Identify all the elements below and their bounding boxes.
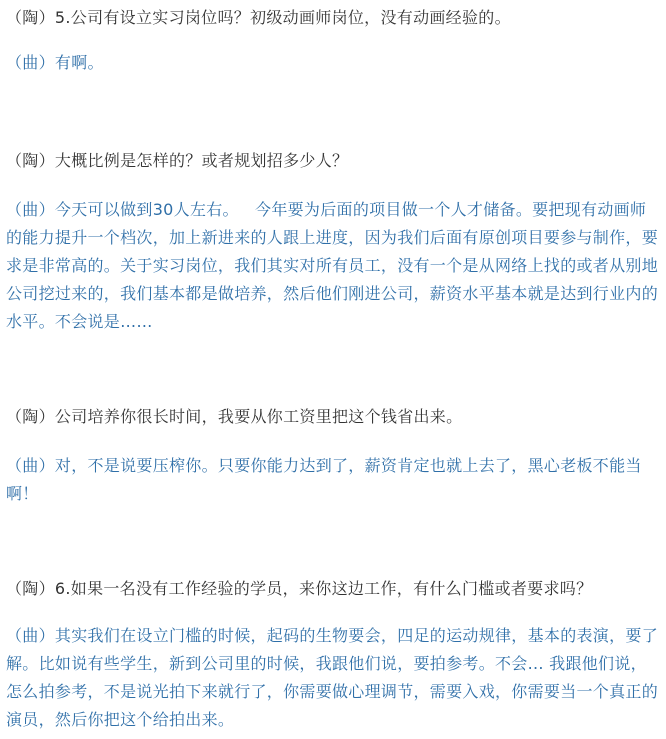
- interviewer-question-requirements: （陶）6.如果一名没有工作经验的学员，来你这边工作，有什么门槛或者要求吗？: [6, 579, 593, 598]
- answer-salary: （曲）对，不是说要压榨你。只要你能力达到了，薪资肯定也就上去了，黑心老板不能当啊！: [6, 456, 642, 503]
- interviewer-question-internship: （陶）5.公司有设立实习岗位吗？初级动画师岗位，没有动画经验的。: [6, 8, 511, 27]
- answer-internship: （曲）有啊。: [6, 53, 104, 72]
- answer-requirements: （曲）其实我们在设立门槛的时候，起码的生物要会，四足的运动规律，基本的表演，要了解。比如说有些学生，新到公司里的时候，我跟他们说，要拍参考。不会... 我跟他们说，怎么拍参考，不是说光拍下来就行了，你需要做心理调节，需要入戏，你需要当一个真正的演员，然后你把这个给拍出来。: [6, 626, 659, 729]
- interviewer-remark-salary: （陶）公司培养你很长时间，我要从你工资里把这个钱省出来。: [6, 407, 463, 426]
- interviewer-question-ratio: （陶）大概比例是怎样的？或者规划招多少人？: [6, 151, 349, 170]
- answer-ratio: （曲）今天可以做到30人左右。 今年要为后面的项目做一个人才储备。要把现有动画师的能力提升一个档次，加上新进来的人跟上进度，因为我们后面有原创项目要参与制作，要求是非常高的。关于实习岗位，我们其实对所有员工，没有一个是从网络上找的或者从别地公司挖过来的，我们基本都是做培养，然后他们刚进公司，薪资水平基本就是达到行业内的水平。不会说是……: [6, 200, 659, 331]
